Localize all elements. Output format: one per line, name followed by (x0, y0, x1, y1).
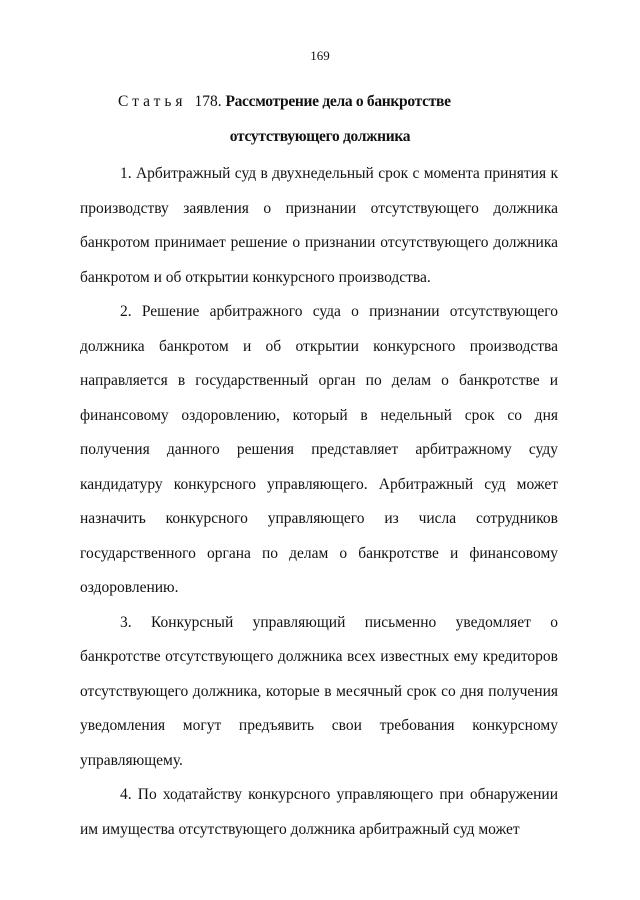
paragraph-2: 2. Решение арбитражного суда о признании отсутствующего должника банкротом и об открытии конкурсного производства направляется в государственный орган по делам о банкротстве и финансовому оздоровлению, который в недельный срок со дня получения данного решения представляет арбитражному суду кандидатуру конкурсного управляющего. Арбитражный суд может назначить конкурсного управляющего из числа сотрудников государственного органа по делам о банкротстве и финансовому оздоровлению. (80, 303, 558, 596)
paragraph-3: 3. Конкурсный управляющий письменно уведомляет о банкротстве отсутствующего должника всех известных ему кредиторов отсутствующего должника, которые в месячный срок со дня получения уведомления могут предъявить свои требования конкурсному управляющему. (80, 613, 558, 769)
article-heading (80, 84, 560, 154)
article-heading-line-1 (80, 84, 560, 119)
article-title-part-1: Рассмотрение дела о банкротстве (225, 93, 451, 110)
article-number: 178. (194, 93, 222, 110)
paragraph-1: 1. Арбитражный суд в двухнедельный срок с момента принятия к производству заявления о признании отсутствующего должника банкротом принимает решение о признании отсутствующего должника банкротом и об открытии конкурсного производства. (80, 165, 558, 286)
paragraph-4: 4. По ходатайству конкурсного управляющего при обнаружении им имущества отсутствующего должника арбитражный суд может (80, 786, 558, 838)
article-body (80, 157, 558, 847)
article-label: Статья (118, 93, 187, 110)
article-heading-line-2 (80, 119, 560, 154)
page-number: 169 (310, 48, 330, 63)
article-title-part-2: отсутствующего должника (229, 128, 411, 145)
